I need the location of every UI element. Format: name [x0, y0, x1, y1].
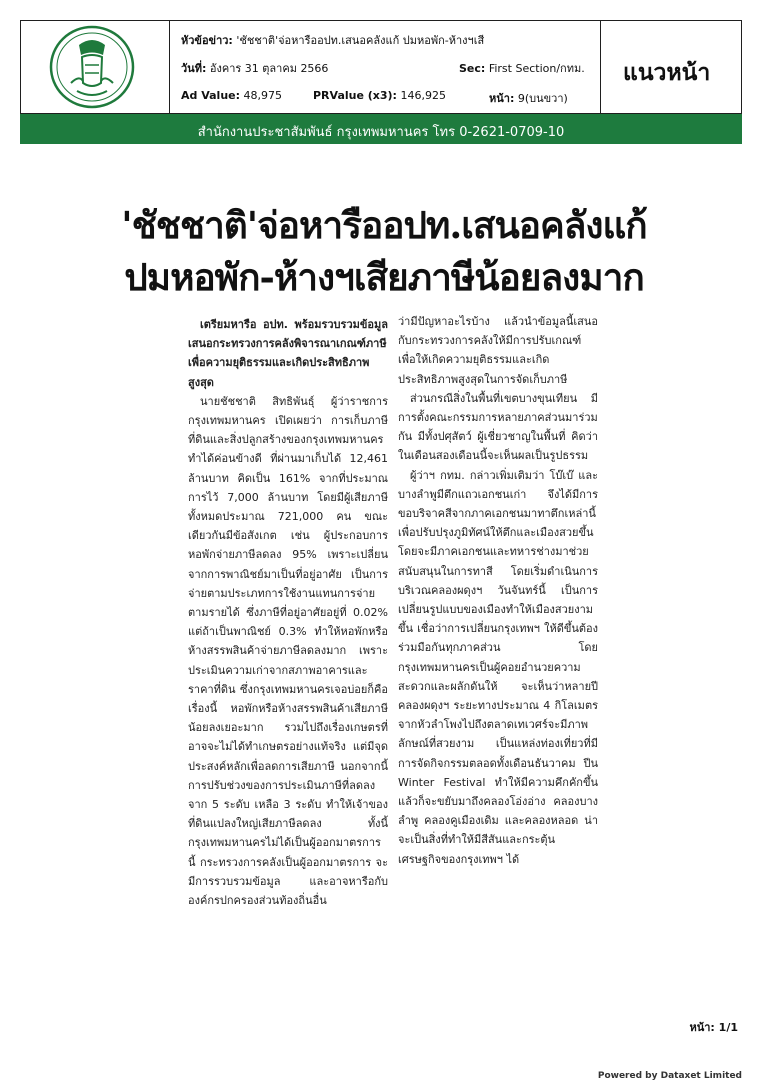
article-paragraph: นายชัชชาติ สิทธิพันธุ์ ผู้ว่าราชการกรุงเทพมหานคร เปิดเผยว่า การเก็บภาษีที่ดินและสิ่งปลูกสร้างของกรุงเทพมหานครทำได้ค่อนข้างดี ที่ผ่านมาเก็บได้ 12,461 ล้านบาท คิดเป็น 161% จากที่ประมาณการไว้ 7,000 ล้านบาท โดยมีผู้เสียภาษีทั้งหมดประมาณ 721,000 คน ขณะเดียวกันมีข้อสังเกต เช่น ผู้ประกอบการหอพักจ่ายภาษีลดลง 95% เพราะเปลี่ยนจากการพาณิชย์มาเป็นที่อยู่อาศัย เป็นการจ่ายตามประเภทการใช้งานแทนการจ่ายตามรายได้ ซึ่งภาษีที่อยู่อาศัยอยู่ที่ 0.02% แต่ถ้าเป็นพาณิชย์ 0.3% ทำให้หอพักหรือห้างสรรพสินค้าจ่ายภาษีลดลงมาก เพราะประเมินความเก่าจากสภาพอาคารและราคาที่ดิน ซึ่งกรุงเทพมหานครเจอบ่อยก็คือเรื่องนี้ หอพักหรือห้างสรรพสินค้าเสียภาษีน้อยลงเยอะมาก รวมไปถึงเรื่องเกษตรที่อาจจะไม่ได้ทำเกษตรอย่างแท้จริง แต่มีจุดประสงค์หลักเพื่อลดการเสียภาษี นอกจากนี้การปรับช่วงของการประเมินภาษีที่ลดลงจาก 5 ระดับ เหลือ 3 ระดับ ทำให้เจ้าของที่ดินแปลงใหญ่เสียภาษีลดลง ทั้งนี้กรุงเทพมหานครไม่ได้เป็นผู้ออกมาตรการนี้ กระทรวงการคลังเป็นผู้ออกมาตรการ จะมีการรวบรวมข้อมูล และอาจหารือกับองค์กรปกครองส่วนท้องถิ่นอื่น [188, 394, 388, 908]
publication-cell [600, 21, 741, 113]
date-value: อังคาร 31 ตุลาคม 2566 [209, 62, 329, 75]
article-column-1 [188, 315, 388, 910]
article-title-line-1: 'ชัชชาติ'จ่อหารืออปท.เสนอคลังแก้ [121, 203, 647, 247]
date-label: วันที่: [181, 62, 207, 75]
date-row [181, 59, 328, 77]
article-paragraph: ว่ามีปัญหาอะไรบ้าง แล้วนำข้อมูลนี้เสนอกับกระทรวงการคลังให้มีการปรับเกณฑ์ เพื่อให้เกิดความยุติธรรมและเกิดประสิทธิภาพสูงสุดในการจัดเก็บภาษี [398, 315, 598, 386]
headline-value: 'ชัชชาติ'จ่อหารืออปท.เสนอคลังแก้ ปมหอพัก-ห้างฯเสี [236, 34, 485, 47]
pr-value-label: PRValue (x3): [313, 89, 397, 102]
article-paragraph: ผู้ว่าฯ กทม. กล่าวเพิ่มเติมว่า โบ๊เบ๊ และบางลำพูมีตึกแถวเอกชนเก่า จึงได้มีการขอบริจาคสีจากภาคเอกชนมาทาตึกเหล่านี้ เพื่อปรับปรุงภูมิทัศน์ให้ตึกและเมืองสวยขึ้น โดยจะมีภาคเอกชนและทหารช่างมาช่วยสนับสนุนในการทาสี โดยเริ่มดำเนินการบริเวณคลองผดุงฯ วันจันทร์นี้ เป็นการเปลี่ยนรูปแบบของเมืองทำให้เมืองสวยงามขึ้น เชื่อว่าการเปลี่ยนกรุงเทพฯ ให้ดีขึ้นต้องร่วมมือกันทุกภาคส่วน โดยกรุงเทพมหานครเป็นผู้คอยอำนวยความสะดวกและผลักดันให้ จะเห็นว่าหลายปีคลองผดุงฯ ระยะทางประมาณ 4 กิโลเมตร จากหัวลำโพงไปถึงตลาดเทเวศร์จะมีภาพลักษณ์ที่สวยงาม เป็นแหล่งท่องเที่ยวที่มีการจัดกิจกรรมตลอดทั้งเดือนธันวาคม ปีน Winter Festival ทำให้มีความคึกคักขึ้น แล้วก็จะขยับมาถึงคลองโอ่งอ่าง คลองบางลำพู คลองคูเมืองเดิม และคลองหลอด น่าจะเป็นสิ่งที่ทำให้มีสีสันและกระตุ้นเศรษฐกิจของกรุงเทพฯ ได้ [398, 468, 598, 866]
pr-value: 146,925 [400, 89, 446, 102]
article-column-2 [398, 312, 598, 869]
powered-by-footer: Powered by Dataxet Limited [597, 1071, 742, 1081]
ad-value-label: Ad Value: [181, 89, 241, 102]
page-value: 9(บนขวา) [517, 92, 568, 105]
page-label: หน้า: [489, 92, 515, 105]
page-row [489, 89, 568, 107]
pr-value-row [313, 89, 446, 102]
article-paragraph: ส่วนกรณีสิ่งในพื้นที่เขตบางขุนเทียน มีการตั้งคณะกรรมการหลายภาคส่วนมาร่วมกัน มีทั้งปศุสัตว์ ผู้เชี่ยวชาญในพื้นที่ คิดว่าในเดือนสองเดือนนี้จะเห็นผลเป็นรูปธรรม [398, 391, 598, 463]
clipping-header [20, 20, 742, 114]
article-lead: เตรียมหารือ อปท. พร้อมรวบรวมข้อมูลเสนอกระทรวงการคลังพิจารณาเกณฑ์ภาษี เพื่อความยุติธรรมและเกิดประสิทธิภาพสูงสุด [188, 318, 388, 389]
ad-value-row [181, 89, 282, 102]
logo-cell [21, 21, 170, 113]
publication-name: แนวหน้า [623, 60, 711, 86]
sec-value: First Section/กทม. [488, 62, 585, 75]
section-row [459, 59, 585, 77]
bma-seal-logo [49, 25, 135, 109]
article-title-line-2: ปมหอพัก-ห้างฯเสียภาษีน้อยลงมาก [124, 255, 644, 299]
headline-row [181, 31, 484, 49]
ad-value: 48,975 [243, 89, 283, 102]
office-contact-text: สำนักงานประชาสัมพันธ์ กรุงเทพมหานคร โทร 0-2621-0709-10 [197, 125, 565, 140]
headline-label: หัวข้อข่าว: [181, 34, 233, 47]
page-indicator: หน้า: 1/1 [689, 1021, 738, 1034]
office-contact-bar [20, 114, 742, 144]
sec-label: Sec: [459, 62, 486, 75]
